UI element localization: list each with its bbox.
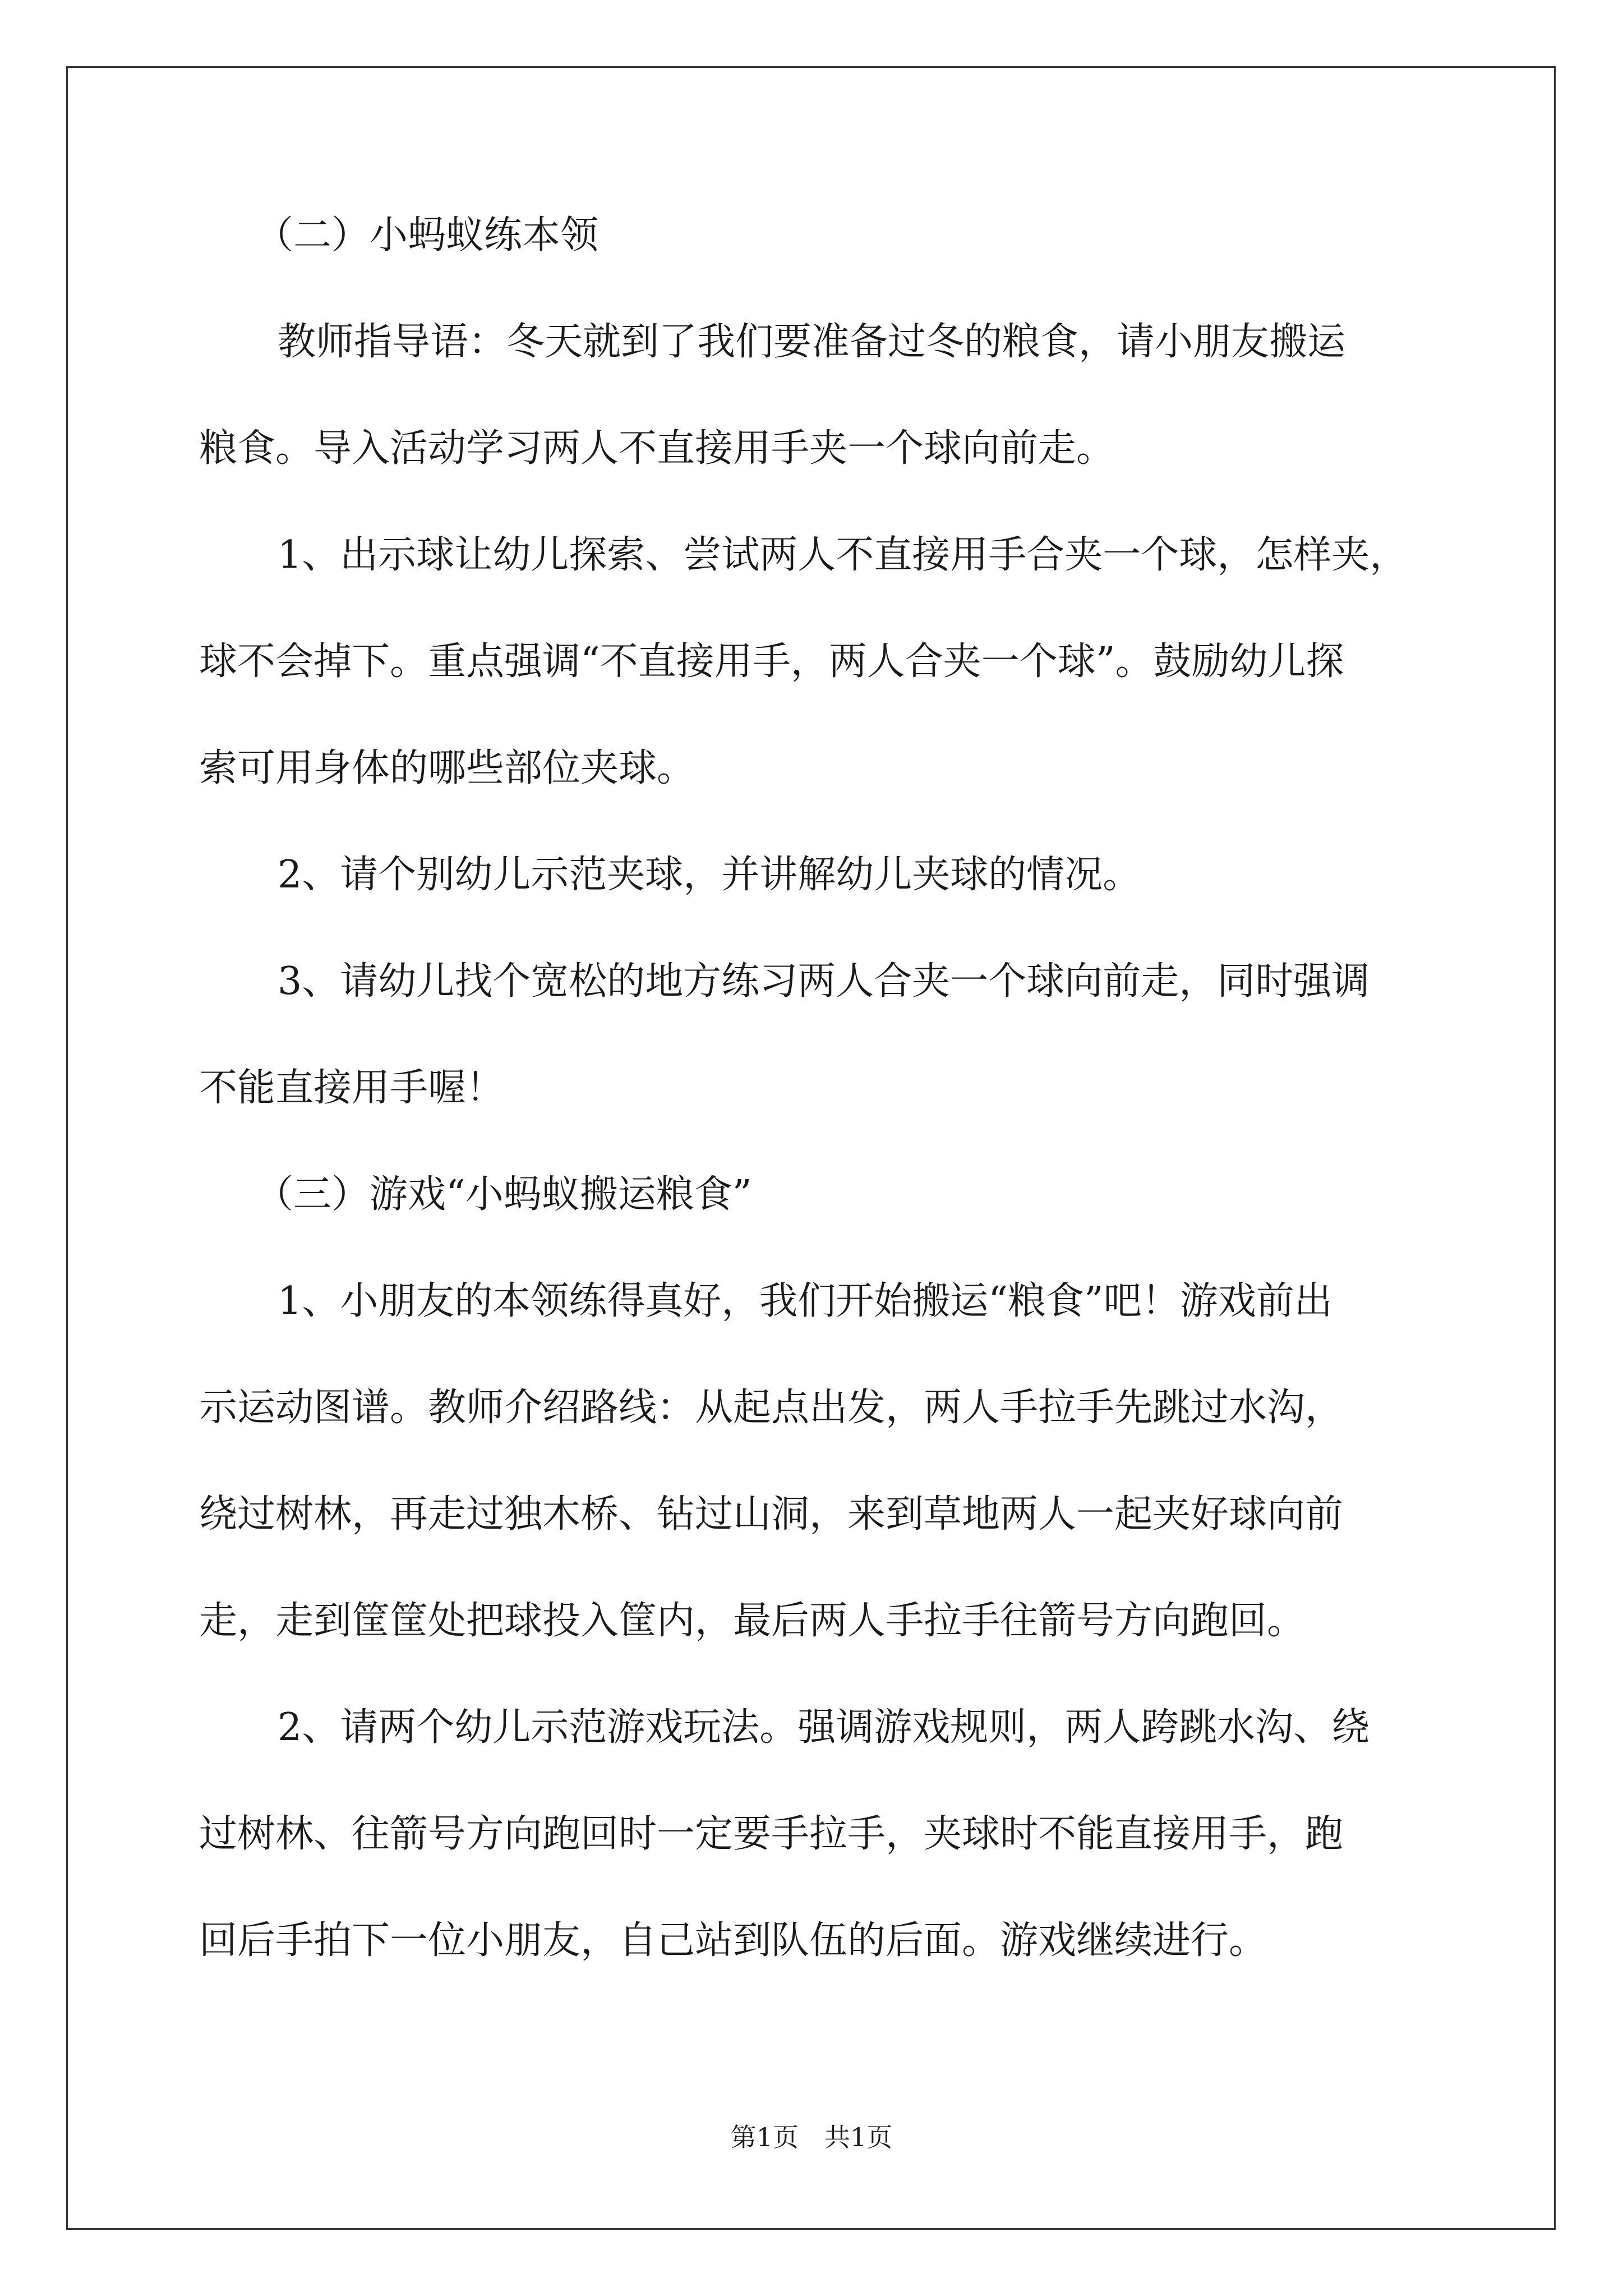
paragraph-line: 球不会掉下。重点强调“不直接用手，两人合夹一个球”。鼓励幼儿探: [199, 639, 1344, 684]
page-border: [66, 66, 1556, 2230]
paragraph-line: 示运动图谱。教师介绍路线：从起点出发，两人手拉手先跳过水沟，: [199, 1386, 1344, 1430]
section-heading-2: （二）小蚂蚁练本领: [255, 213, 599, 257]
paragraph-line: 索可用身体的哪些部位夹球。: [199, 746, 695, 790]
section-heading-3: （三）游戏“小蚂蚁搬运粮食”: [255, 1172, 752, 1217]
paragraph-line: 过树林、往箭号方向跑回时一定要手拉手，夹球时不能直接用手，跑: [199, 1812, 1344, 1856]
paragraph-line: 不能直接用手喔！: [199, 1066, 505, 1110]
paragraph-line: 1、小朋友的本领练得真好，我们开始搬运“粮食”吧！游戏前出: [278, 1279, 1332, 1323]
paragraph-line: 粮食。导入活动学习两人不直接用手夹一个球向前走。: [199, 426, 1115, 471]
paragraph-line: 2、请两个幼儿示范游戏玩法。强调游戏规则，两人跨跳水沟、绕: [278, 1705, 1370, 1750]
paragraph-line: 教师指导语：冬天就到了我们要准备过冬的粮食，请小朋友搬运: [278, 320, 1346, 364]
paragraph-line: 1、出示球让幼儿探索、尝试两人不直接用手合夹一个球，怎样夹，: [278, 533, 1408, 577]
page-number: 第1页 共1页: [730, 2122, 893, 2152]
paragraph-line: 绕过树林，再走过独木桥、钻过山洞，来到草地两人一起夹好球向前: [199, 1492, 1344, 1536]
paragraph-line: 回后手拍下一位小朋友，自己站到队伍的后面。游戏继续进行。: [199, 1918, 1267, 1963]
paragraph-line: 2、请个别幼儿示范夹球，并讲解幼儿夹球的情况。: [278, 853, 1141, 897]
paragraph-line: 3、请幼儿找个宽松的地方练习两人合夹一个球向前走，同时强调: [278, 959, 1370, 1004]
paragraph-line: 走，走到筐筐处把球投入筐内，最后两人手拉手往箭号方向跑回。: [199, 1599, 1306, 1643]
